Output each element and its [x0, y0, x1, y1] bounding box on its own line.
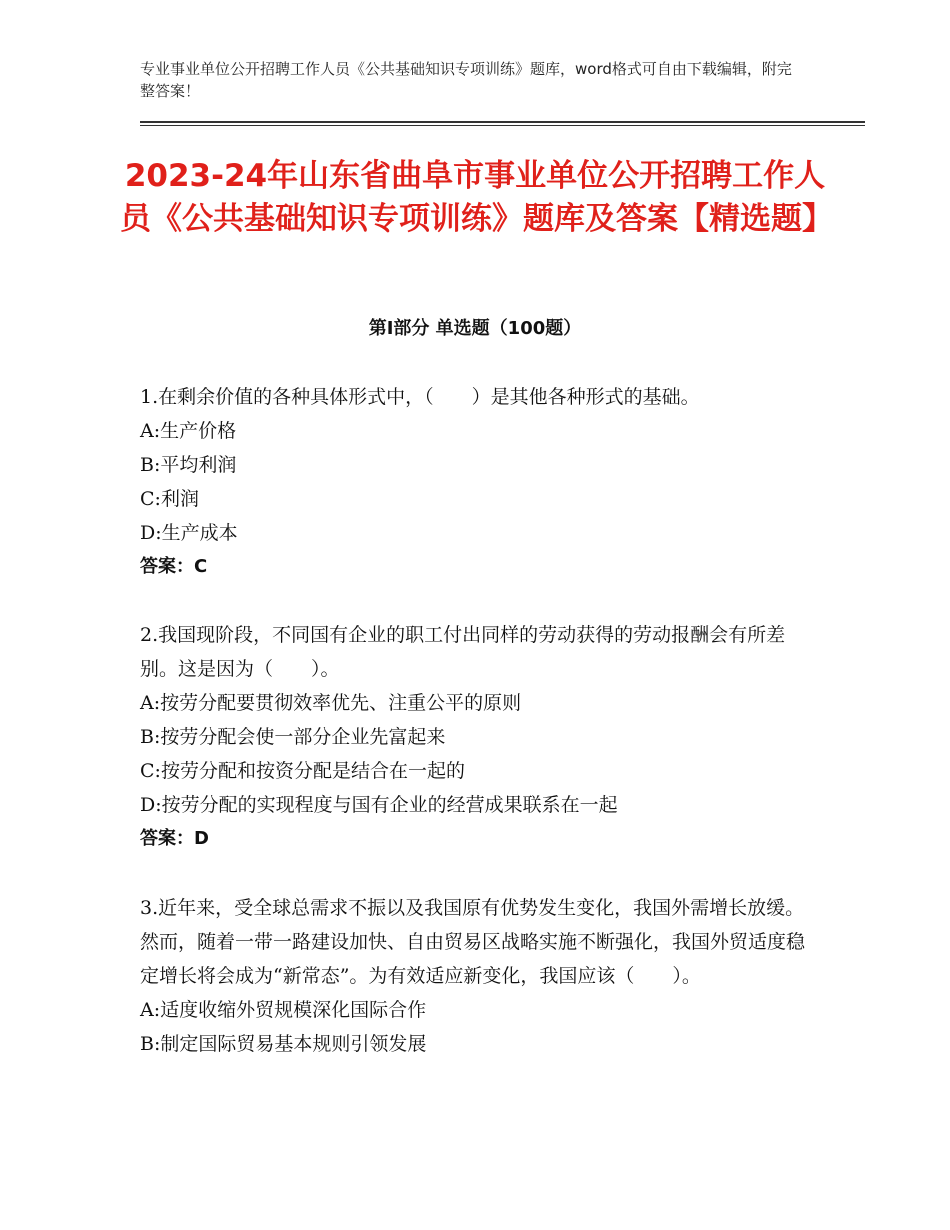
question-stem: 2.我国现阶段，不同国有企业的职工付出同样的劳动获得的劳动报酬会有所差别。这是因为（ ）。	[140, 624, 786, 680]
header-rule	[140, 121, 865, 123]
question-block	[140, 380, 810, 584]
option-b: B:按劳分配会使一部分企业先富起来	[140, 726, 446, 748]
question-block	[140, 618, 810, 856]
option-a: A:适度收缩外贸规模深化国际合作	[140, 999, 427, 1021]
option-c: C:利润	[140, 488, 199, 510]
question-stem: 3.近年来，受全球总需求不振以及我国原有优势发生变化，我国外需增长放缓。然而，随着一带一路建设加快、自由贸易区战略实施不断强化，我国外贸适度稳定增长将会成为“新常态”。为有效适应新变化，我国应该（ ）。	[140, 897, 806, 987]
option-a: A:生产价格	[140, 420, 237, 442]
question-block	[140, 891, 810, 1061]
answer-line: 答案：C	[140, 556, 208, 577]
question-stem: 1.在剩余价值的各种具体形式中，（ ）是其他各种形式的基础。	[140, 386, 700, 408]
option-b: B:制定国际贸易基本规则引领发展	[140, 1033, 427, 1055]
option-d: D:生产成本	[140, 522, 238, 544]
header-rule-thin	[140, 125, 865, 126]
option-a: A:按劳分配要贯彻效率优先、注重公平的原则	[140, 692, 522, 714]
option-c: C:按劳分配和按资分配是结合在一起的	[140, 760, 465, 782]
option-b: B:平均利润	[140, 454, 237, 476]
header-note: 专业事业单位公开招聘工作人员《公共基础知识专项训练》题库，word格式可自由下载编辑，附完整答案！	[140, 60, 792, 100]
section-heading: 第Ⅰ部分 单选题（100题）	[368, 318, 582, 339]
document-title: 2023-24年山东省曲阜市事业单位公开招聘工作人员《公共基础知识专项训练》题库及答案【精选题】	[120, 158, 833, 237]
option-d: D:按劳分配的实现程度与国有企业的经营成果联系在一起	[140, 794, 618, 816]
answer-line: 答案：D	[140, 828, 209, 849]
